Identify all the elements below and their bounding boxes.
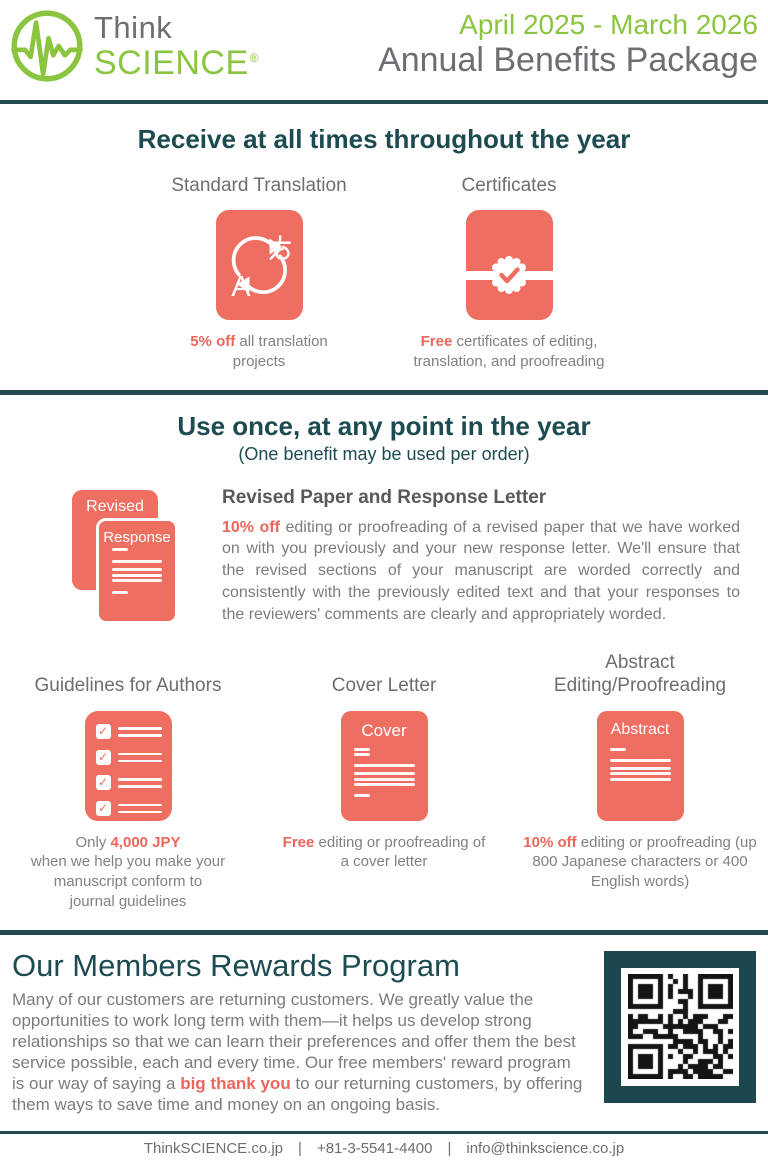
benefit-standard-translation — [134, 175, 384, 372]
pulse-logo-icon — [8, 7, 86, 85]
benefit-caption-text: all translation projects — [232, 333, 328, 370]
footer — [0, 1134, 768, 1164]
benefit-heading: Abstract Editing/Proofreading — [553, 652, 727, 696]
doc-text-lines — [597, 748, 684, 781]
benefit-abstract — [512, 644, 768, 912]
rewards-title: Our Members Rewards Program — [12, 947, 460, 983]
footer-phone: +81-3-5541-4400 — [316, 1140, 433, 1158]
benefit-caption-text: editing or proofreading (up 800 Japanese characters or 400 English words) — [532, 833, 757, 891]
date-range: April 2025 - March 2026 — [459, 9, 758, 40]
checklist-icon — [85, 711, 172, 821]
benefit-caption — [13, 833, 243, 912]
certificate-seal-check-icon — [487, 253, 531, 297]
footer-separator: | — [298, 1140, 302, 1158]
rewards-body — [12, 989, 584, 1115]
revised-response-docs-icon — [72, 486, 202, 628]
benefit-highlight: 10% off — [523, 833, 577, 851]
caption-prefix: Only — [75, 833, 111, 851]
rewards-body-text: Many of our customers are returning customers. We greatly value the opportunities to work long term with them—it helps us develop strong relationships so that we can learn their preferences and offer them the best service possible, each and every time. Our free members' reward program is our way of saying a — [12, 989, 576, 1094]
qr-code-frame — [604, 951, 756, 1103]
checkbox-check-icon — [96, 801, 111, 816]
checkbox-check-icon — [96, 750, 111, 765]
benefit-body — [222, 517, 740, 626]
cover-letter-doc-icon — [341, 711, 428, 821]
abstract-doc-icon — [597, 711, 684, 821]
certificate-icon — [466, 210, 553, 320]
benefit-heading: Guidelines for Authors — [34, 674, 222, 696]
rewards-section — [0, 935, 768, 1131]
benefit-highlight: 4,000 JPY — [110, 833, 181, 851]
use-once-section — [0, 395, 768, 930]
brand-name-bottom: SCIENCE — [94, 44, 249, 82]
benefit-guidelines — [0, 644, 256, 912]
benefit-cover-letter — [256, 644, 512, 912]
rewards-body-text: to our returning customers, by offering them ways to save time and money on an ongoing basis. — [12, 1074, 583, 1115]
brand-text — [94, 12, 259, 80]
doc-label: Abstract — [610, 720, 670, 738]
benefit-highlight: 10% off — [222, 518, 280, 536]
benefit-heading: Standard Translation — [171, 175, 347, 196]
header-titles — [378, 7, 758, 80]
doc-label: Cover — [361, 720, 407, 740]
receive-section-title: Receive at all times throughout the year — [137, 124, 631, 154]
benefit-highlight: Free — [420, 333, 453, 350]
doc-text-lines — [341, 748, 428, 798]
latin-letter: A — [231, 270, 251, 300]
benefit-caption — [175, 332, 343, 372]
benefit-caption — [403, 332, 615, 372]
benefit-revised-paper — [0, 465, 768, 628]
receive-section — [0, 104, 768, 390]
benefit-certificates — [384, 175, 634, 372]
doc-text-lines — [99, 548, 175, 594]
translation-icon — [216, 210, 303, 320]
footer-email: info@thinkscience.co.jp — [466, 1140, 625, 1158]
rewards-highlight: big thank you — [180, 1074, 291, 1094]
benefit-caption-text: certificates of editing, translation, and proofreading — [413, 333, 605, 370]
benefit-highlight: Free — [282, 833, 315, 851]
benefit-caption-text: when we help you make your manuscript conform to journal guidelines — [30, 853, 226, 910]
page-title: Annual Benefits Package — [378, 41, 758, 80]
header — [0, 0, 768, 100]
footer-separator: | — [447, 1140, 452, 1158]
benefit-heading: Certificates — [461, 175, 557, 196]
qr-code — [628, 974, 733, 1079]
use-section-title: Use once, at any point in the year — [177, 410, 591, 441]
benefit-heading: Cover Letter — [331, 674, 437, 696]
use-section-subtitle: (One benefit may be used per order) — [238, 443, 530, 464]
benefit-highlight: 5% off — [190, 333, 236, 350]
benefit-caption — [280, 833, 488, 873]
response-doc-icon — [96, 518, 178, 624]
footer-website: ThinkSCIENCE.co.jp — [143, 1140, 284, 1158]
checkbox-check-icon — [96, 724, 111, 739]
registered-mark: ® — [249, 50, 259, 65]
doc-label: Response — [103, 528, 171, 546]
checkbox-check-icon — [96, 775, 111, 790]
brand-name-top: Think — [94, 10, 173, 45]
brand-logo — [8, 7, 259, 85]
doc-label: Revised — [86, 497, 144, 515]
benefit-caption-text: editing or proofreading of a cover letter — [314, 833, 486, 871]
benefit-body-text: editing or proofreading of a revised paper that we have worked on with you previously and your new response letter. We'll ensure that the revised sections of your manuscript are worded correctly and consistently with the previously edited text and that your responses to the reviewers' comments are clearly and appropriately worded. — [222, 518, 740, 623]
benefit-heading: Revised Paper and Response Letter — [222, 486, 547, 508]
benefit-caption — [522, 833, 758, 892]
